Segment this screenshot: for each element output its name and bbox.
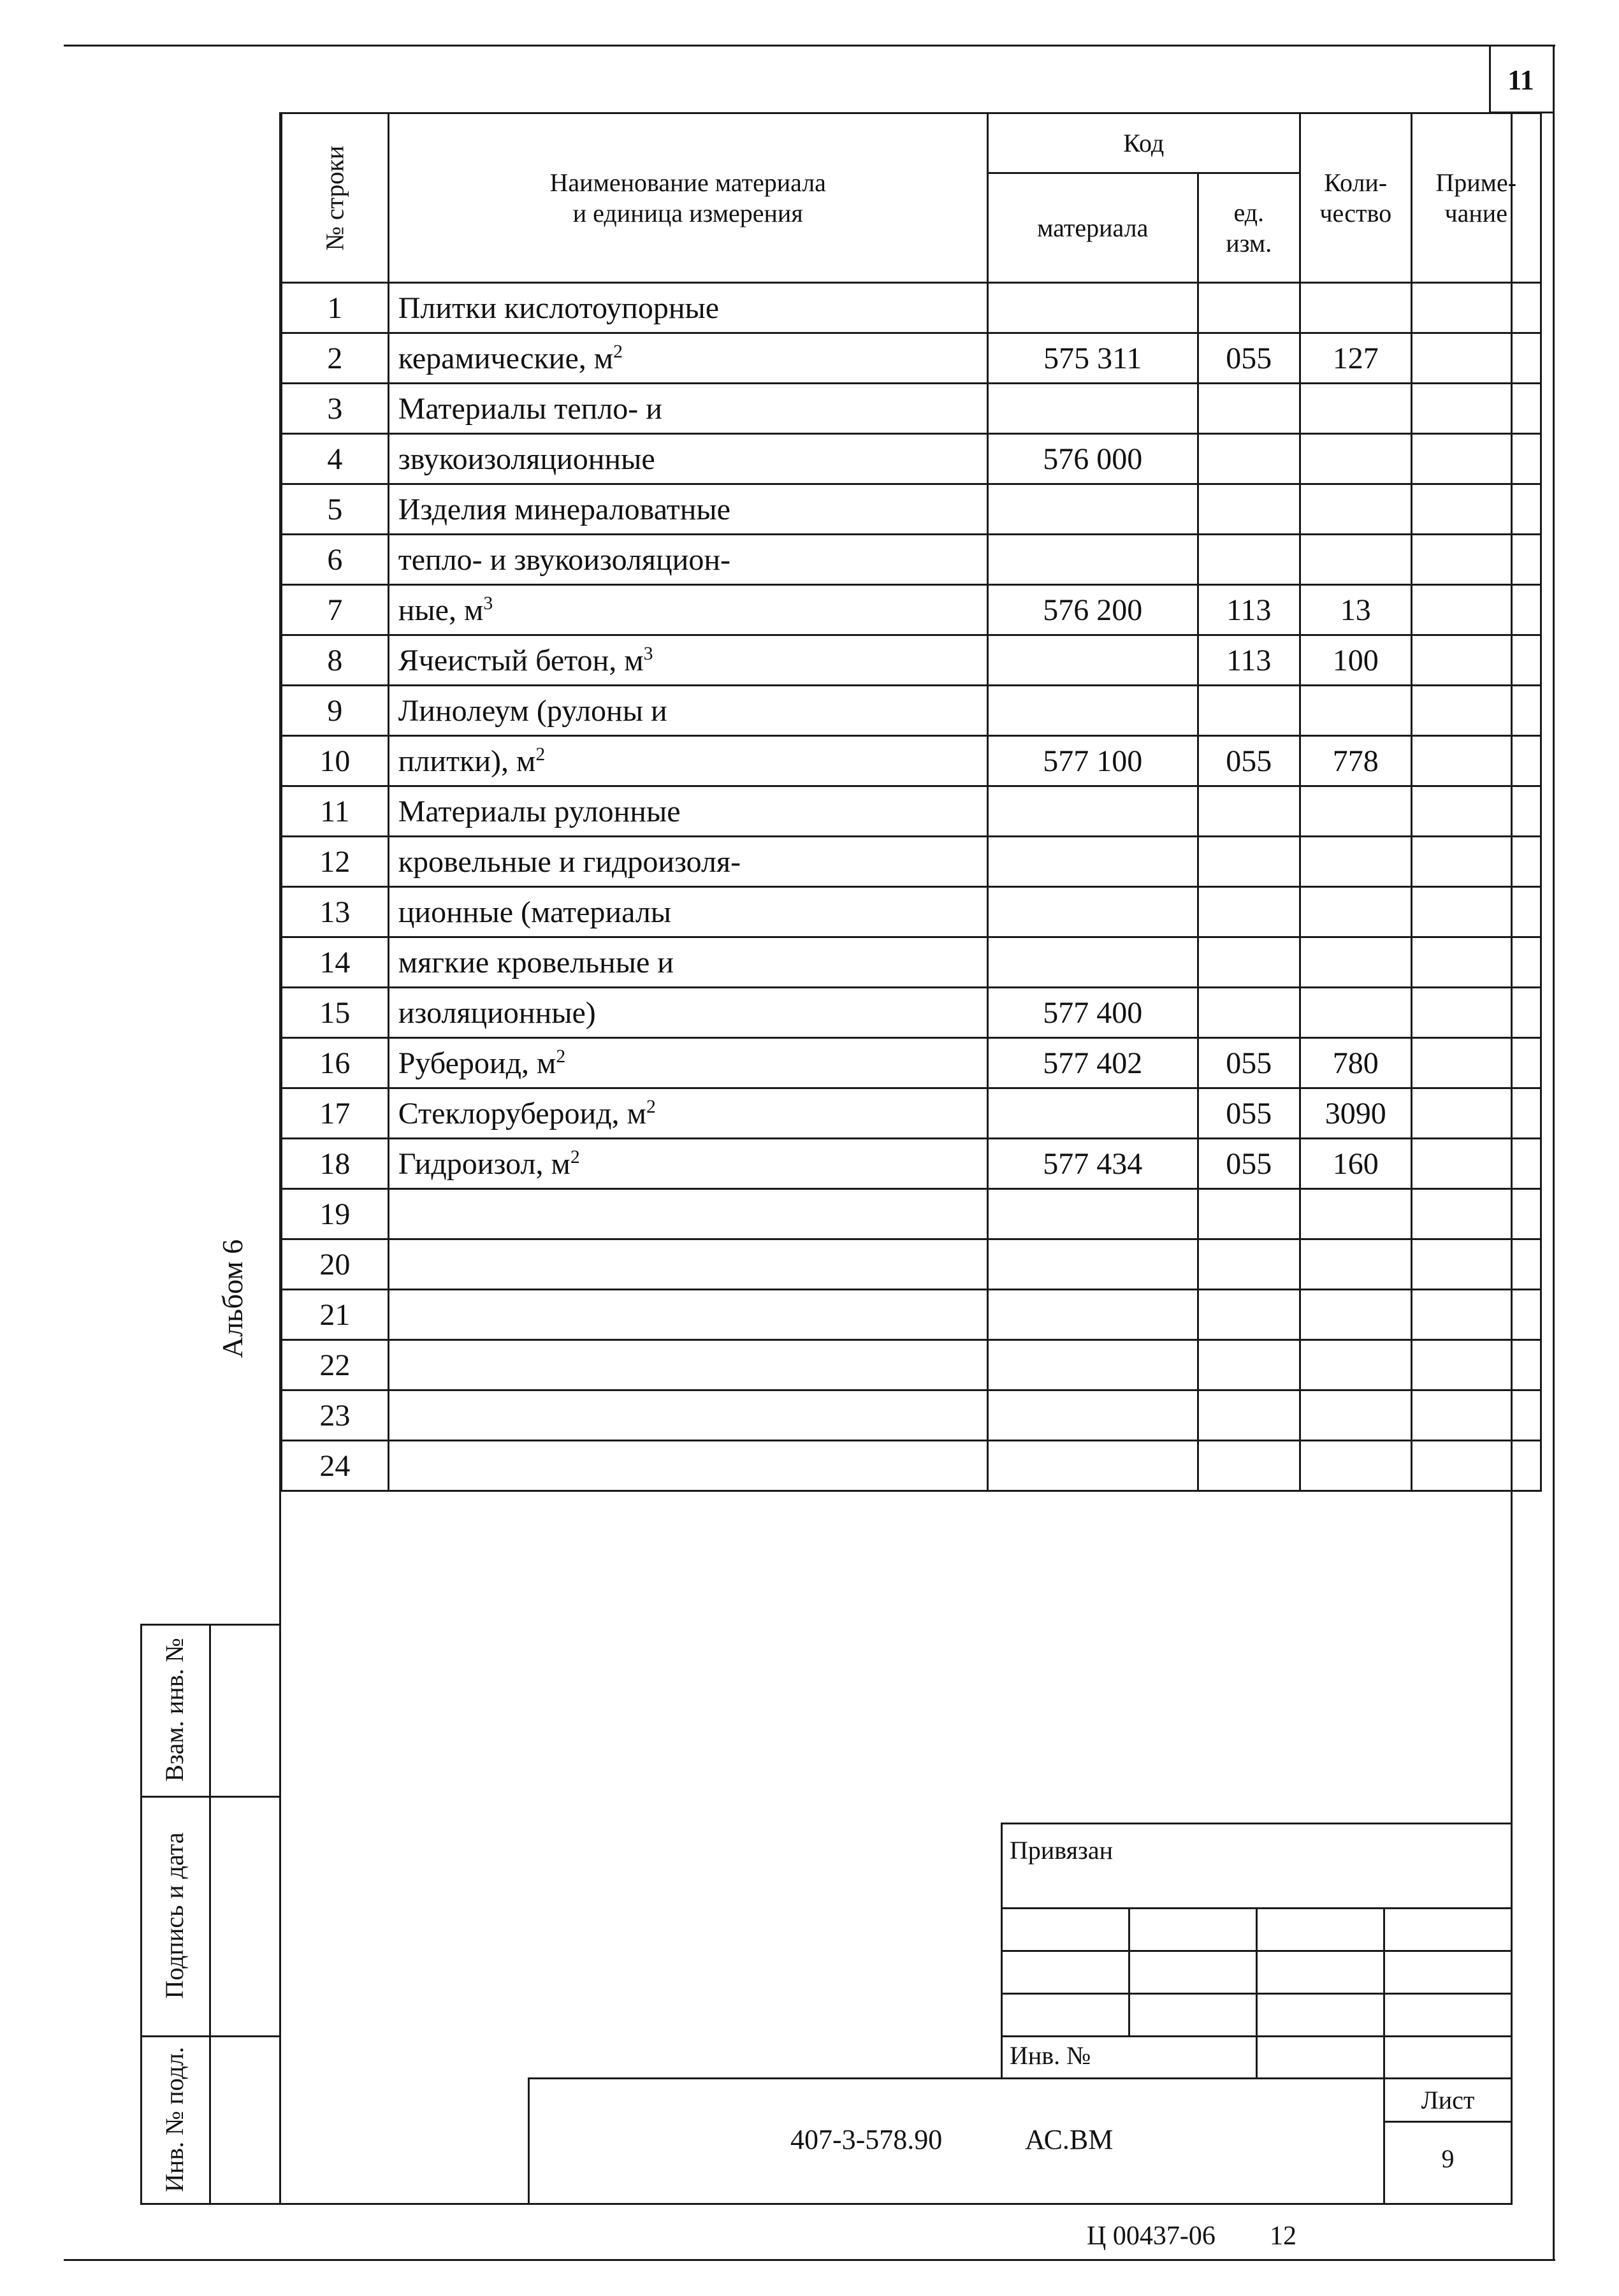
table-row: [282, 384, 1541, 434]
unit-code-cell-text: 113: [1226, 593, 1272, 627]
note-cell: [1411, 1088, 1541, 1139]
note-cell: [1411, 333, 1541, 384]
row-number-cell-text: 15: [319, 995, 351, 1030]
table-row: [282, 686, 1541, 736]
material-name-cell-text: Материалы тепло- и: [398, 391, 662, 426]
table-row: [282, 1390, 1541, 1441]
quantity-cell: [1300, 736, 1411, 786]
quantity-cell: [1300, 635, 1411, 686]
material-name-cell-text: керамические, м: [398, 341, 614, 375]
material-code-cell: [987, 988, 1198, 1038]
table-row: [282, 736, 1541, 786]
material-name-cell: [388, 1290, 987, 1340]
row-number-cell: [282, 1088, 389, 1139]
material-name-cell: [388, 786, 987, 837]
unit-code-cell: [1198, 1189, 1300, 1239]
header-note: [1411, 113, 1541, 283]
material-code-cell: [987, 283, 1198, 333]
table-row: [282, 1139, 1541, 1189]
row-number-cell-text: 10: [319, 744, 351, 778]
table-row: [282, 988, 1541, 1038]
unit-exponent: 3: [483, 592, 493, 614]
quantity-cell-text: 127: [1332, 341, 1379, 375]
materials-table: [280, 112, 1542, 1492]
table-row: [282, 1340, 1541, 1390]
quantity-cell: [1300, 686, 1411, 736]
material-code-cell: [987, 1088, 1198, 1139]
quantity-cell: [1300, 283, 1411, 333]
material-name-cell: [388, 887, 987, 937]
header-name: [388, 113, 987, 283]
material-name-cell: [388, 434, 987, 484]
row-number-cell: [282, 1441, 389, 1491]
note-cell: [1411, 484, 1541, 535]
material-name-cell-text: кровельные и гидроизоля-: [398, 844, 741, 879]
quantity-cell-text: 13: [1340, 593, 1371, 627]
header-code-group: Код: [987, 113, 1300, 173]
row-number-cell-text: 18: [319, 1146, 351, 1181]
note-cell: [1411, 837, 1541, 887]
material-code-cell-text: 576 000: [1043, 442, 1143, 476]
unit-exponent: 2: [556, 1045, 566, 1067]
header-quantity: [1300, 113, 1411, 283]
material-code-cell: [987, 434, 1198, 484]
unit-code-cell-text: 113: [1226, 643, 1272, 677]
material-name-cell: [388, 1239, 987, 1290]
note-cell: [1411, 585, 1541, 635]
row-number-cell: [282, 887, 389, 937]
quantity-cell-text: 100: [1332, 643, 1379, 677]
quantity-cell-text: 3090: [1325, 1096, 1386, 1130]
material-code-cell: [987, 1441, 1198, 1491]
quantity-cell: [1300, 333, 1411, 384]
table-row: [282, 1038, 1541, 1088]
header-unit-code: [1198, 173, 1300, 283]
unit-exponent: 3: [643, 642, 653, 664]
unit-code-cell: [1198, 1340, 1300, 1390]
material-name-cell-text: Стеклорубероид, м: [398, 1096, 646, 1130]
unit-exponent: 2: [646, 1095, 656, 1117]
table-row: [282, 1239, 1541, 1290]
table-row: [282, 635, 1541, 686]
material-name-cell-text: плитки), м: [398, 744, 536, 778]
material-code-cell: [987, 535, 1198, 585]
quantity-cell: [1300, 988, 1411, 1038]
row-number-cell: [282, 434, 389, 484]
inv-no-label: Инв. №: [1010, 2041, 1091, 2070]
title-block-left: [528, 2077, 530, 2205]
sheet-label-divider: [1383, 2121, 1513, 2123]
material-code-cell: [987, 887, 1198, 937]
row-number-cell-text: 23: [319, 1398, 351, 1433]
footer-code: Ц 00437-06: [1087, 2221, 1216, 2251]
unit-code-cell: [1198, 585, 1300, 635]
unit-code-cell: [1198, 686, 1300, 736]
quantity-cell: [1300, 1390, 1411, 1441]
header-unit-line-2: изм.: [1226, 228, 1272, 257]
row-number-cell-text: 1: [327, 291, 343, 325]
quantity-cell: [1300, 1038, 1411, 1088]
quantity-cell: [1300, 535, 1411, 585]
quantity-cell-text: 780: [1332, 1046, 1379, 1080]
unit-exponent: 2: [613, 340, 623, 362]
material-name-cell: [388, 1088, 987, 1139]
row-number-cell: [282, 786, 389, 837]
note-cell: [1411, 1290, 1541, 1340]
material-name-cell: [388, 1340, 987, 1390]
quantity-cell: [1300, 1290, 1411, 1340]
material-code-cell-text: 577 100: [1043, 744, 1143, 778]
material-code-cell: [987, 1189, 1198, 1239]
row-number-cell-text: 3: [327, 391, 343, 426]
material-name-cell-text: Плитки кислотоупорные: [398, 291, 720, 325]
header-row-number: [282, 113, 389, 283]
row-number-cell-text: 4: [327, 442, 343, 476]
row-number-cell-text: 8: [327, 643, 343, 677]
note-cell: [1411, 1189, 1541, 1239]
material-name-cell: [388, 384, 987, 434]
unit-code-cell-text: 055: [1226, 1146, 1272, 1181]
unit-code-cell: [1198, 1390, 1300, 1441]
material-code-cell: [987, 484, 1198, 535]
material-code-cell: [987, 1390, 1198, 1441]
unit-code-cell: [1198, 736, 1300, 786]
table-row: [282, 837, 1541, 887]
material-code-cell: [987, 1038, 1198, 1088]
unit-code-cell-text: 055: [1226, 1096, 1272, 1130]
material-name-cell-text: Рубероид, м: [398, 1046, 556, 1080]
row-number-cell-text: 17: [319, 1096, 351, 1130]
unit-code-cell-text: 055: [1226, 341, 1272, 375]
unit-code-cell: [1198, 786, 1300, 837]
note-cell: [1411, 988, 1541, 1038]
title-block-top: [528, 2077, 1513, 2079]
row-number-cell-text: 9: [327, 693, 343, 728]
header-unit-line-1: ед.: [1233, 198, 1265, 227]
unit-code-cell: [1198, 887, 1300, 937]
material-name-cell: [388, 484, 987, 535]
header-material-code: материала: [987, 173, 1198, 283]
note-cell: [1411, 384, 1541, 434]
quantity-cell-text: 160: [1332, 1146, 1379, 1181]
unit-code-cell: [1198, 484, 1300, 535]
privyazan-grid-col-1: [1128, 1907, 1130, 2035]
doc-code: 407-3-578.90: [790, 2124, 943, 2155]
material-name-cell: [388, 686, 987, 736]
row-number-cell-text: 5: [327, 492, 343, 526]
row-number-cell: [282, 736, 389, 786]
unit-code-cell: [1198, 1088, 1300, 1139]
row-number-cell: [282, 1390, 389, 1441]
form-bottom-border: [140, 2203, 1513, 2205]
material-code-cell: [987, 384, 1198, 434]
note-cell: [1411, 434, 1541, 484]
quantity-cell-text: 778: [1332, 744, 1379, 778]
unit-code-cell: [1198, 535, 1300, 585]
row-number-cell-text: 13: [319, 895, 351, 929]
note-cell: [1411, 1340, 1541, 1390]
row-number-cell-text: 7: [327, 593, 343, 627]
material-name-cell-text: изоляционные): [398, 995, 596, 1030]
table-row: [282, 1189, 1541, 1239]
footer-number: 12: [1270, 2221, 1296, 2251]
material-code-cell-text: 575 311: [1043, 341, 1142, 375]
unit-code-cell: [1198, 1441, 1300, 1491]
privyazan-grid-col-2: [1256, 1907, 1258, 2077]
material-name-cell: [388, 1038, 987, 1088]
quantity-cell: [1300, 937, 1411, 988]
quantity-cell: [1300, 786, 1411, 837]
row-number-cell-text: 2: [327, 341, 343, 375]
row-number-cell: [282, 686, 389, 736]
material-name-cell: [388, 283, 987, 333]
quantity-cell: [1300, 837, 1411, 887]
table-row: [282, 937, 1541, 988]
unit-code-cell: [1198, 283, 1300, 333]
material-code-cell: [987, 585, 1198, 635]
material-name-cell-text: Гидроизол, м: [398, 1146, 570, 1181]
page-number: 11: [1507, 64, 1534, 96]
quantity-cell: [1300, 887, 1411, 937]
quantity-cell: [1300, 1189, 1411, 1239]
row-number-cell: [282, 1038, 389, 1088]
material-code-cell-text: 577 400: [1043, 995, 1143, 1030]
podpis-data-label: Подпись и дата: [160, 1832, 189, 1999]
inv-podl-label: Инв. № подл.: [160, 2047, 189, 2192]
row-number-cell: [282, 937, 389, 988]
material-code-cell: [987, 1139, 1198, 1189]
table-row: [282, 1441, 1541, 1491]
note-cell: [1411, 1390, 1541, 1441]
unit-exponent: 2: [535, 743, 546, 765]
unit-code-cell-text: 055: [1226, 744, 1272, 778]
album-label: Альбом 6: [216, 1239, 249, 1359]
material-name-cell: [388, 1189, 987, 1239]
row-number-cell: [282, 1340, 389, 1390]
right-border-line: [1553, 45, 1555, 2261]
table-body: [282, 283, 1541, 1491]
table-row: [282, 585, 1541, 635]
header-note-line-1: Приме-: [1435, 168, 1517, 197]
material-code-cell: [987, 837, 1198, 887]
material-name-cell: [388, 988, 987, 1038]
row-number-cell: [282, 1239, 389, 1290]
unit-code-cell: [1198, 1038, 1300, 1088]
table-row: [282, 333, 1541, 384]
note-cell: [1411, 686, 1541, 736]
note-cell: [1411, 937, 1541, 988]
material-name-cell: [388, 1390, 987, 1441]
material-name-cell-text: звукоизоляционные: [398, 442, 655, 476]
quantity-cell: [1300, 1088, 1411, 1139]
sheet-label: Лист: [1421, 2086, 1475, 2114]
note-cell: [1411, 736, 1541, 786]
quantity-cell: [1300, 434, 1411, 484]
note-cell: [1411, 635, 1541, 686]
note-cell: [1411, 1139, 1541, 1189]
material-code-cell-text: 576 200: [1043, 593, 1143, 627]
side-stamp-inner-line: [209, 1624, 211, 2205]
material-name-cell: [388, 333, 987, 384]
material-name-cell-text: тепло- и звукоизоляцион-: [398, 542, 731, 577]
row-number-cell-text: 19: [319, 1197, 351, 1231]
row-number-cell-text: 14: [319, 945, 351, 979]
material-code-cell: [987, 736, 1198, 786]
row-number-cell: [282, 1139, 389, 1189]
unit-code-cell: [1198, 384, 1300, 434]
material-name-cell-text: мягкие кровельные и: [398, 945, 674, 979]
material-name-cell-text: Ячеистый бетон, м: [398, 643, 644, 677]
material-code-cell: [987, 786, 1198, 837]
quantity-cell: [1300, 484, 1411, 535]
quantity-cell: [1300, 1239, 1411, 1290]
privyazan-label: Привязан: [1010, 1836, 1114, 1865]
unit-code-cell-text: 055: [1226, 1046, 1272, 1080]
material-name-cell: [388, 585, 987, 635]
material-name-cell-text: Материалы рулонные: [398, 794, 681, 828]
unit-code-cell: [1198, 333, 1300, 384]
vzam-inv-label: Взам. инв. №: [160, 1638, 189, 1782]
material-name-cell: [388, 635, 987, 686]
unit-code-cell: [1198, 635, 1300, 686]
row-number-cell: [282, 988, 389, 1038]
row-number-cell: [282, 837, 389, 887]
material-code-cell: [987, 1239, 1198, 1290]
quantity-cell: [1300, 1441, 1411, 1491]
top-border-line: [64, 45, 1555, 47]
header-quantity-line-1: Коли-: [1324, 168, 1388, 197]
material-code-cell: [987, 937, 1198, 988]
privyazan-grid-col-3: [1383, 1907, 1385, 2077]
material-code-cell-text: 577 402: [1043, 1046, 1143, 1080]
row-number-cell-text: 20: [319, 1247, 351, 1282]
header-name-line-1: Наименование материала: [549, 168, 826, 197]
quantity-cell: [1300, 384, 1411, 434]
unit-code-cell: [1198, 937, 1300, 988]
material-code-cell: [987, 1340, 1198, 1390]
unit-code-cell: [1198, 837, 1300, 887]
row-number-cell: [282, 484, 389, 535]
quantity-cell: [1300, 585, 1411, 635]
privyazan-top: [1001, 1823, 1513, 1824]
material-name-cell: [388, 937, 987, 988]
quantity-cell: [1300, 1139, 1411, 1189]
header-row-number-text: № строки: [320, 145, 349, 250]
material-name-cell: [388, 837, 987, 887]
material-code-cell: [987, 635, 1198, 686]
material-name-cell: [388, 736, 987, 786]
table-row: [282, 283, 1541, 333]
material-name-cell-text: ные, м: [398, 593, 484, 627]
side-stamp-left-border: [140, 1624, 142, 2205]
note-cell: [1411, 1239, 1541, 1290]
unit-code-cell: [1198, 1139, 1300, 1189]
table-row: [282, 786, 1541, 837]
material-code-cell: [987, 686, 1198, 736]
row-number-cell: [282, 585, 389, 635]
material-name-cell: [388, 1441, 987, 1491]
row-number-cell-text: 11: [320, 794, 350, 828]
row-number-cell-text: 6: [327, 542, 343, 577]
material-name-cell: [388, 1139, 987, 1189]
material-name-cell-text: ционные (материалы: [398, 895, 672, 929]
table-row: [282, 887, 1541, 937]
doc-mark: АС.ВМ: [1025, 2124, 1114, 2155]
unit-code-cell: [1198, 1290, 1300, 1340]
row-number-cell: [282, 1290, 389, 1340]
material-code-cell: [987, 333, 1198, 384]
material-code-cell-text: 577 434: [1043, 1146, 1143, 1181]
header-name-line-2: и единица измерения: [572, 198, 803, 227]
row-number-cell: [282, 1189, 389, 1239]
header-quantity-line-2: чество: [1319, 198, 1392, 227]
header-note-line-2: чание: [1444, 198, 1507, 227]
note-cell: [1411, 1038, 1541, 1088]
note-cell: [1411, 535, 1541, 585]
row-number-cell: [282, 535, 389, 585]
row-number-cell-text: 16: [319, 1046, 351, 1080]
row-number-cell: [282, 384, 389, 434]
unit-code-cell: [1198, 988, 1300, 1038]
material-name-cell-text: Линолеум (рулоны и: [398, 693, 667, 728]
note-cell: [1411, 786, 1541, 837]
unit-code-cell: [1198, 434, 1300, 484]
note-cell: [1411, 887, 1541, 937]
table-row: [282, 1088, 1541, 1139]
row-number-cell: [282, 283, 389, 333]
table-row: [282, 1290, 1541, 1340]
table-row: [282, 434, 1541, 484]
material-code-cell: [987, 1290, 1198, 1340]
row-number-cell: [282, 635, 389, 686]
row-number-cell: [282, 333, 389, 384]
table-row: [282, 535, 1541, 585]
row-number-cell-text: 22: [319, 1348, 351, 1382]
unit-code-cell: [1198, 1239, 1300, 1290]
note-cell: [1411, 283, 1541, 333]
row-number-cell-text: 21: [319, 1297, 351, 1332]
material-name-cell-text: Изделия минераловатные: [398, 492, 730, 526]
bottom-border-line: [64, 2259, 1555, 2261]
quantity-cell: [1300, 1340, 1411, 1390]
table-row: [282, 484, 1541, 535]
material-name-cell: [388, 535, 987, 585]
row-number-cell-text: 12: [319, 844, 351, 879]
note-cell: [1411, 1441, 1541, 1491]
unit-exponent: 2: [570, 1146, 580, 1167]
row-number-cell-text: 24: [319, 1448, 351, 1483]
sheet-number: 9: [1441, 2144, 1455, 2173]
